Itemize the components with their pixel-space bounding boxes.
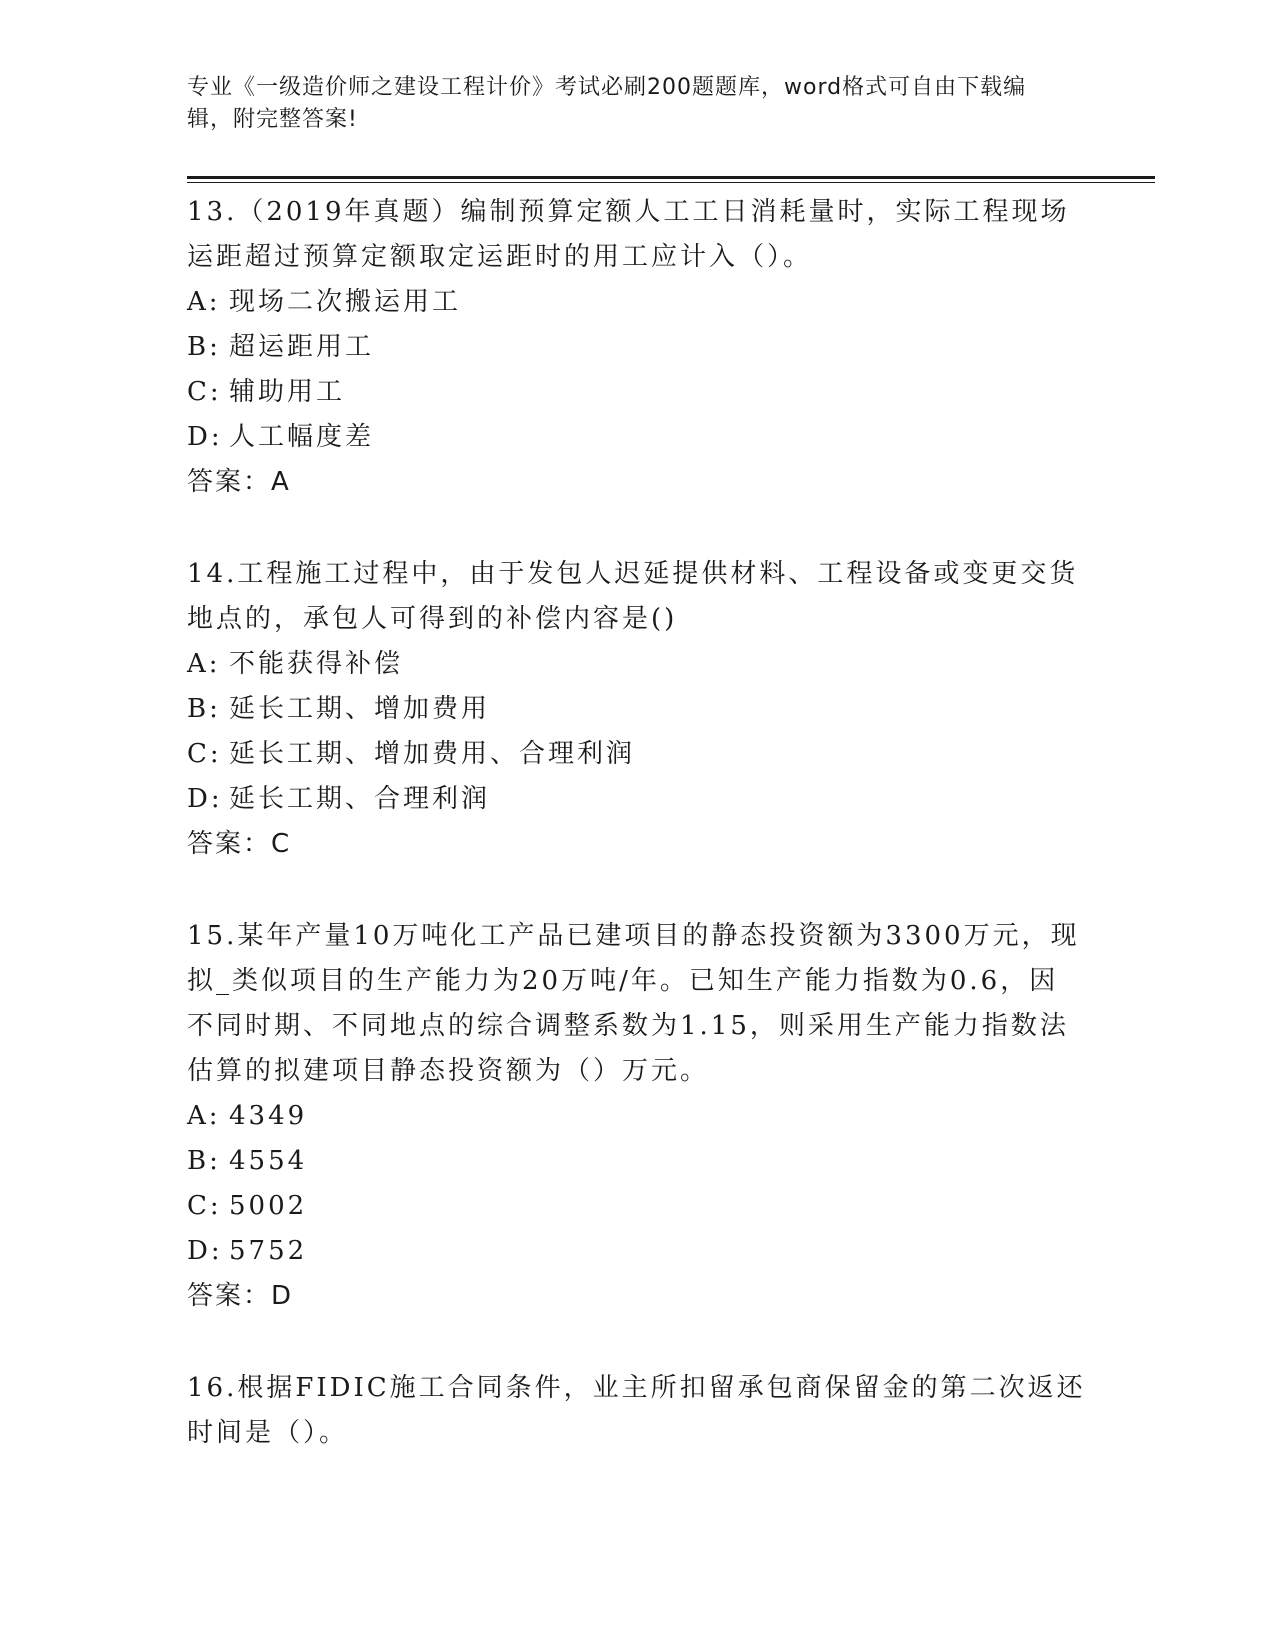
header-divider-thick [187,176,1155,179]
question-14 [187,550,1087,866]
question-13 [187,188,1087,504]
option-b [187,325,1087,370]
answer-line: 答案：D [187,1281,294,1311]
option-c [187,1184,1087,1229]
option-letter: A: [187,649,221,679]
option-text: 超运距用工 [229,332,375,362]
option-letter: B: [187,1146,221,1176]
option-letter: A: [187,1101,221,1131]
option-letter: C: [187,377,222,407]
question-16 [187,1364,1087,1456]
option-letter: A: [187,287,221,317]
option-text: 延长工期、合理利润 [229,784,491,814]
document-header: 专业《一级造价师之建设工程计价》考试必刷200题题库，word格式可自由下载编辑，附完整答案! [187,75,1027,132]
option-text: 5002 [229,1191,308,1221]
option-b [187,687,1087,732]
option-text: 4554 [229,1146,308,1176]
option-letter: B: [187,694,221,724]
option-c [187,732,1087,777]
question-list [187,188,1087,1502]
option-letter: B: [187,332,221,362]
question-stem: 13.（2019年真题）编制预算定额人工工日消耗量时，实际工程现场运距超过预算定额取定运距时的用工应计入（）。 [187,197,1070,272]
option-text: 现场二次搬运用工 [229,287,462,317]
answer-line: 答案：A [187,467,291,497]
option-a [187,1094,1087,1139]
option-text: 人工幅度差 [229,422,375,452]
option-text: 4349 [229,1101,308,1131]
question-stem: 14.工程施工过程中，由于发包人迟延提供材料、工程设备或变更交货地点的，承包人可得到的补偿内容是() [187,559,1079,634]
option-d [187,415,1087,460]
question-stem: 15.某年产量10万吨化工产品已建项目的静态投资额为3300万元，现拟_类似项目的生产能力为20万吨/年。已知生产能力指数为0.6，因不同时期、不同地点的综合调整系数为1.15，则采用生产能力指数法估算的拟建项目静态投资额为（）万元。 [187,921,1080,1086]
option-text: 5752 [229,1236,308,1266]
option-text: 不能获得补偿 [229,649,404,679]
option-a [187,642,1087,687]
option-text: 辅助用工 [229,377,346,407]
option-a [187,280,1087,325]
header-divider-thin [187,182,1155,183]
option-letter: C: [187,1191,222,1221]
option-text: 延长工期、增加费用 [229,694,491,724]
option-letter: C: [187,739,222,769]
answer-line: 答案：C [187,829,292,859]
option-d [187,1229,1087,1274]
question-15 [187,912,1087,1318]
option-letter: D: [187,1236,223,1266]
option-c [187,370,1087,415]
option-letter: D: [187,422,223,452]
option-d [187,777,1087,822]
question-stem: 16.根据FIDIC施工合同条件，业主所扣留承包商保留金的第二次返还时间是（）。 [187,1373,1086,1448]
option-b [187,1139,1087,1184]
option-text: 延长工期、增加费用、合理利润 [229,739,636,769]
option-letter: D: [187,784,223,814]
